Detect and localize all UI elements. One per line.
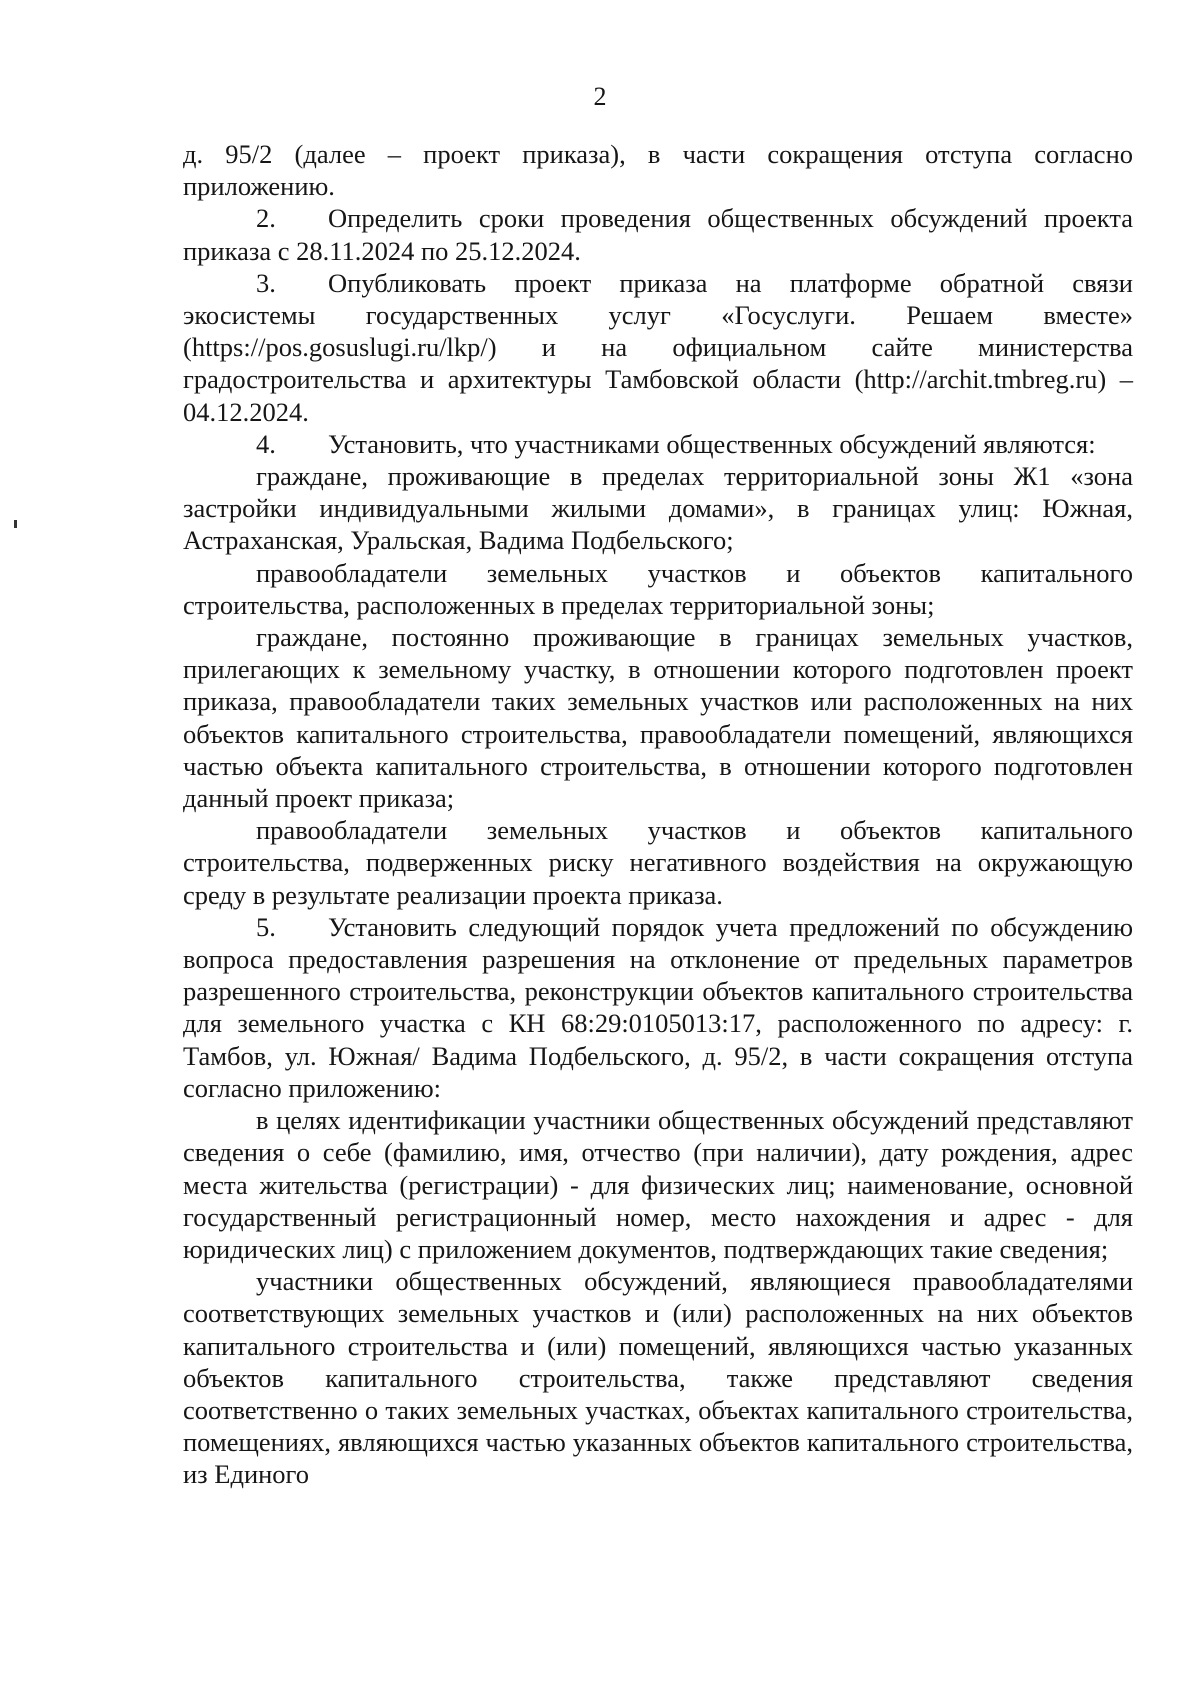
paragraph-text: Установить, что участниками общественных обсуждений являются: <box>328 428 1096 459</box>
participants-residents <box>183 460 1133 557</box>
paragraph-item-3 <box>183 267 1133 428</box>
scan-margin-mark <box>14 520 17 528</box>
item-number: 3. <box>256 267 276 298</box>
paragraph-text: Определить сроки проведения общественных обсуждений проекта приказа с 28.11.2024 по 25.12.2024. <box>183 203 1133 266</box>
paragraph-text: граждане, проживающие в пределах территориальной зоны Ж1 «зона застройки индивидуальными жилыми домами», в границах улиц: Южная, Астраханская, Уральская, Вадима Подбельского; <box>183 461 1133 556</box>
participants-risk <box>183 814 1133 911</box>
participants-rightholders <box>183 557 1133 621</box>
paragraph-item-4 <box>183 428 1133 460</box>
paragraph-continuation <box>183 138 1133 202</box>
participants-adjacent <box>183 621 1133 814</box>
document-body <box>183 138 1133 1491</box>
paragraph-text: Установить следующий порядок учета предложений по обсуждению вопроса предоставления разрешения на отклонение от предельных параметров разрешенного строительства, реконструкции объектов капитального строительства для земельного участка с КН 68:29:0105013:17, расположенного по адресу: г. Тамбов, ул. Южная/ Вадима Подбельского, д. 95/2, в части сокращения отступа согласно приложению: <box>183 911 1133 1103</box>
paragraph-text: д. 95/2 (далее – проект приказа), в части сокращения отступа согласно приложению. <box>183 139 1133 202</box>
paragraph-text: граждане, постоянно проживающие в границах земельных участков, прилегающих к земельному участку, в отношении которого подготовлен проект приказа, правообладатели таких земельных участков или расположенных на них объектов капитального строительства, правообладатели помещений, являющихся частью объекта капитального строительства, в отношении которого подготовлен данный проект приказа; <box>183 622 1133 814</box>
item-number: 5. <box>256 911 276 942</box>
item-number: 2. <box>256 203 276 234</box>
paragraph-text: правообладатели земельных участков и объектов капитального строительства, расположенных в пределах территориальной зоны; <box>183 557 1133 620</box>
paragraph-item-5 <box>183 911 1133 1104</box>
page-number: 2 <box>593 82 607 111</box>
paragraph-text: правообладатели земельных участков и объектов капитального строительства, подверженных риску негативного воздействия на окружающую среду в результате реализации проекта приказа. <box>183 815 1133 910</box>
item-number: 4. <box>256 428 276 459</box>
identification-requirements <box>183 1104 1133 1265</box>
paragraph-item-2 <box>183 202 1133 266</box>
paragraph-text: Опубликовать проект приказа на платформе обратной связи экосистемы государственных услуг «Госуслуги. Решаем вместе» (https://pos.gosuslugi.ru/lkp/) и на официальном сайте министерства градостроительства и архитектуры Тамбовской области (http://archit.tmbreg.ru) – 04.12.2024. <box>183 267 1133 427</box>
paragraph-text: участники общественных обсуждений, являющиеся правообладателями соответствующих земельных участков и (или) расположенных на них объектов капитального строительства и (или) помещений, являющихся частью указанных объектов капитального строительства, также представляют сведения соответственно о таких земельных участках, объектах капитального строительства, помещениях, являющихся частью указанных объектов капитального строительства, из Единого <box>183 1266 1133 1490</box>
paragraph-text: в целях идентификации участники общественных обсуждений представляют сведения о себе (фамилию, имя, отчество (при наличии), дату рождения, адрес места жительства (регистрации) - для физических лиц; наименование, основной государственный регистрационный номер, место нахождения и адрес - для юридических лиц) с приложением документов, подтверждающих такие сведения; <box>183 1105 1133 1264</box>
rightholder-requirements <box>183 1265 1133 1490</box>
